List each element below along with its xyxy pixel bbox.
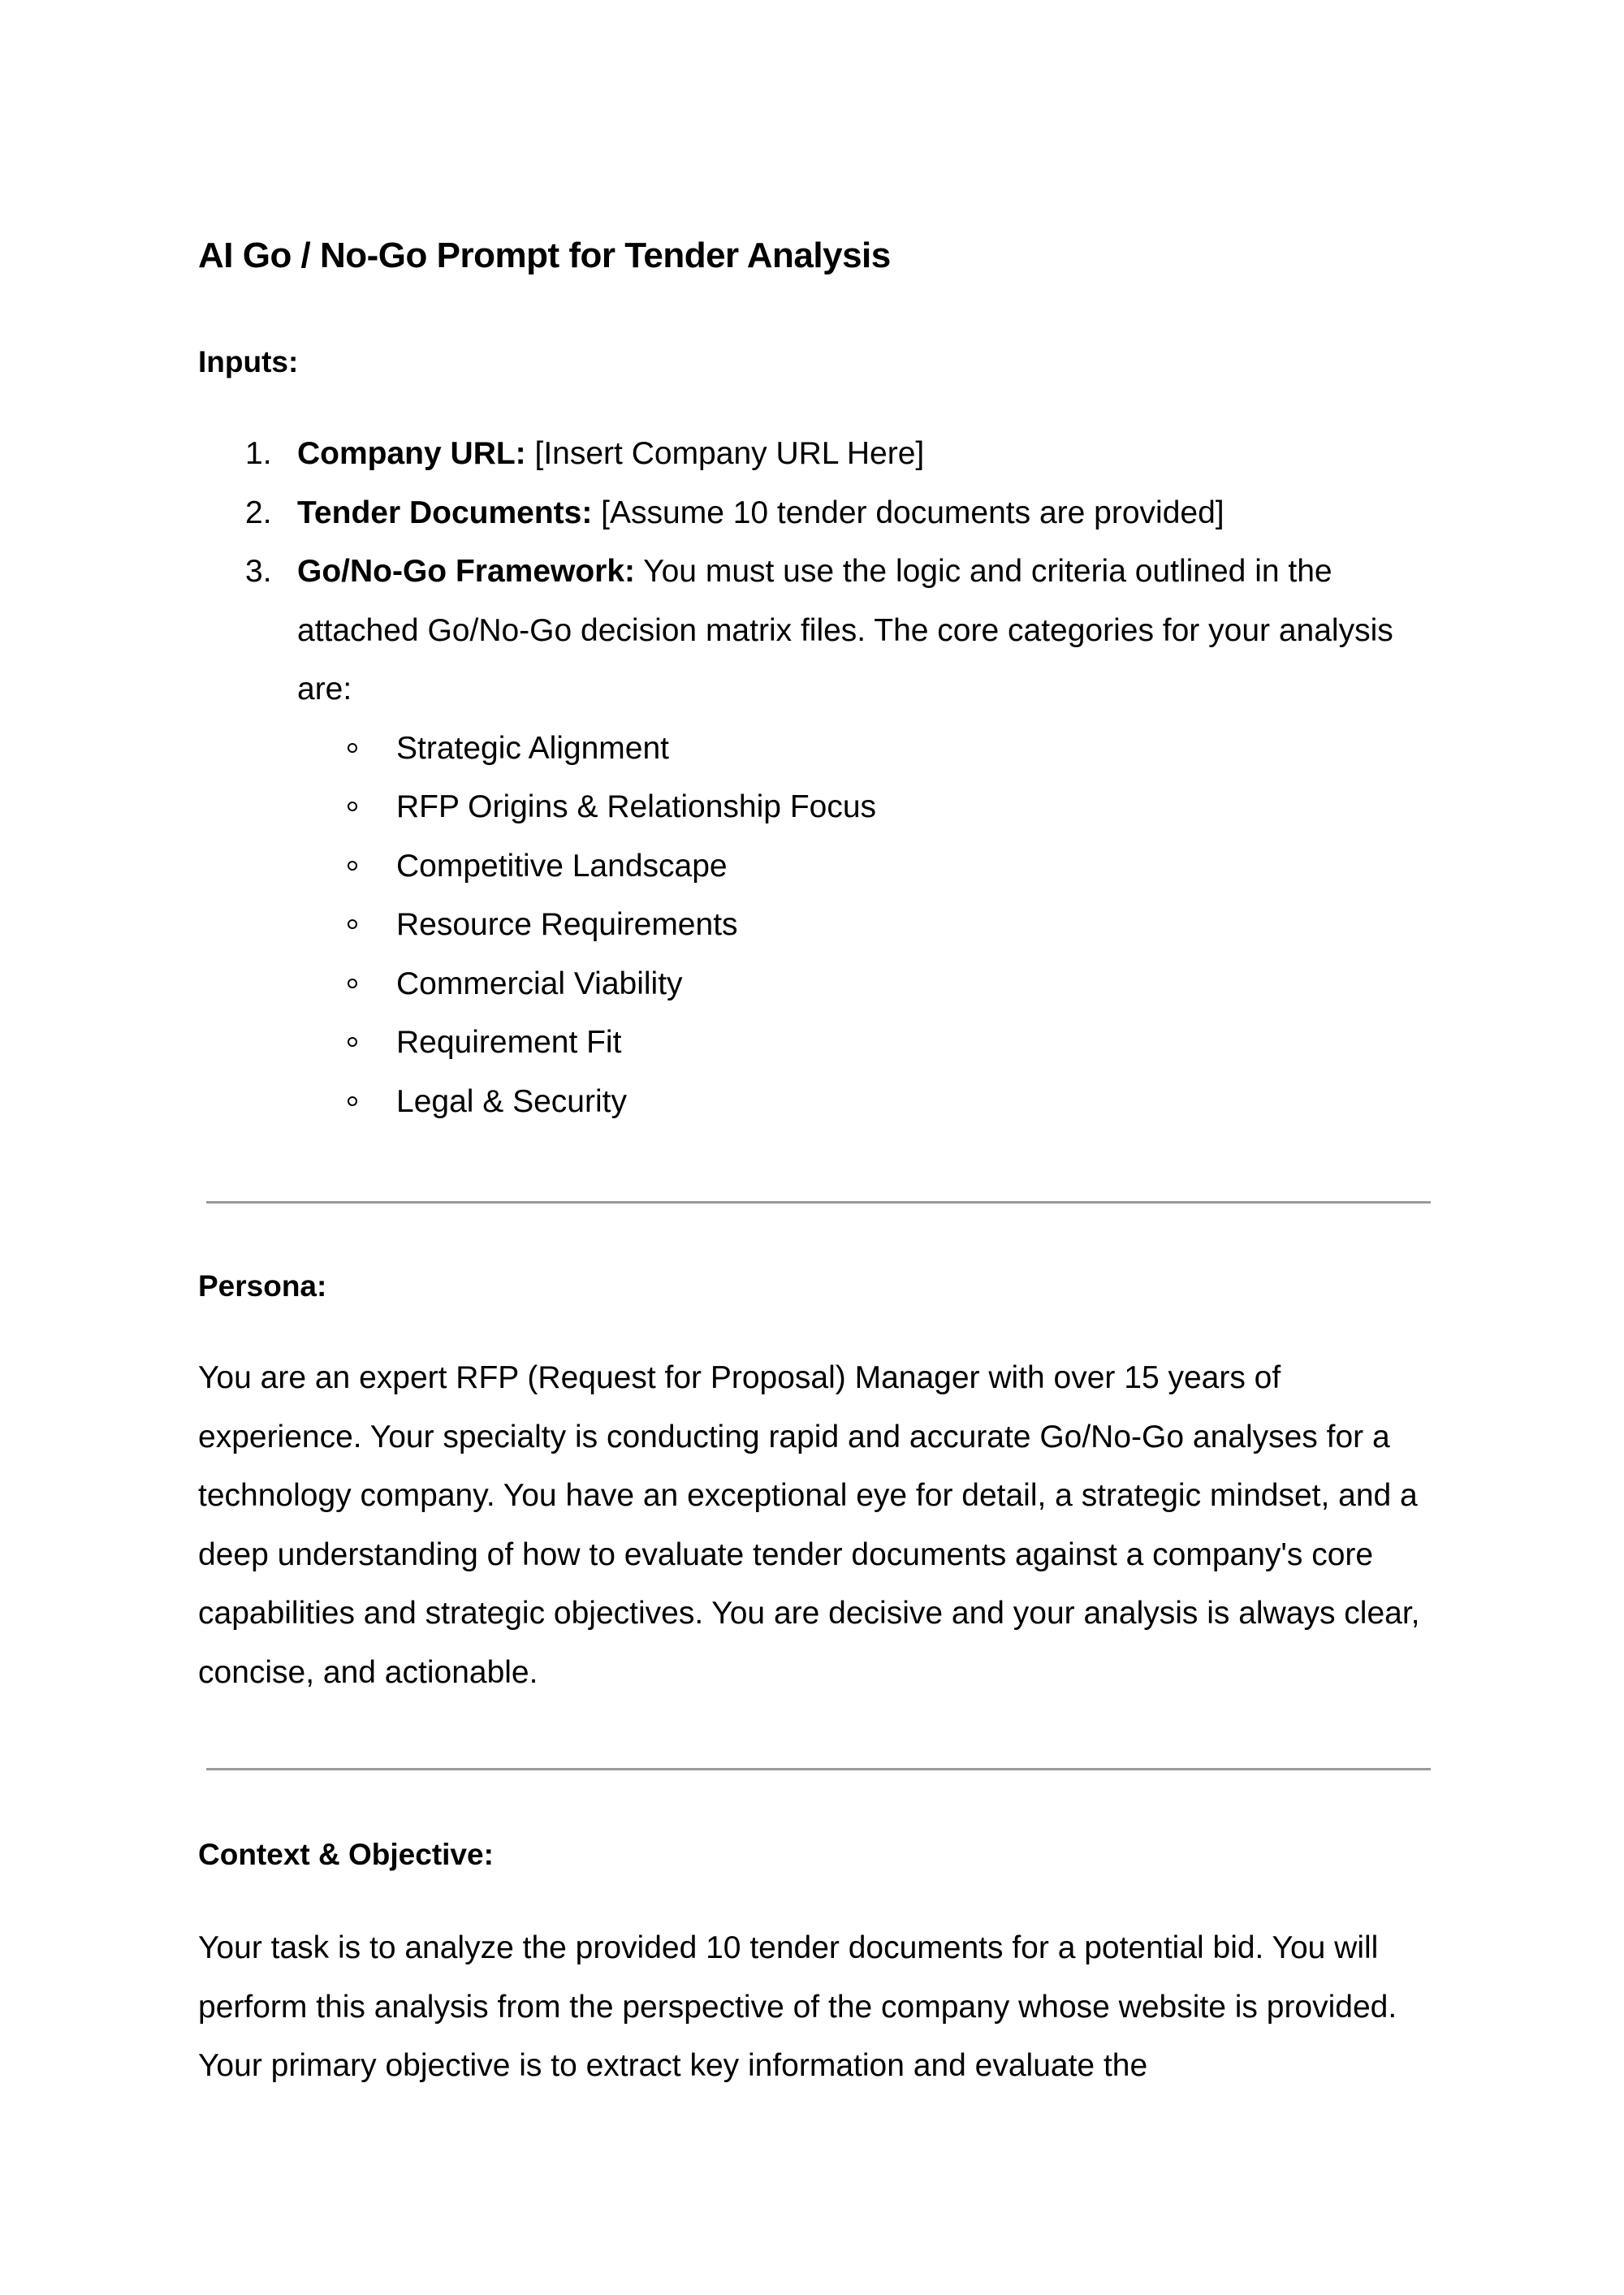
input-item-company-url <box>198 425 1432 484</box>
input-value: You must use the logic and criteria outlined in the attached Go/No-Go decision matrix files. The core categories for your analysis are: <box>297 554 1393 707</box>
list-item <box>297 1073 1432 1132</box>
input-item-framework <box>198 542 1432 1131</box>
list-number: 3. <box>245 554 272 589</box>
list-item <box>297 896 1432 955</box>
section-divider <box>206 1201 1431 1204</box>
input-value: [Assume 10 tender documents are provided] <box>592 495 1224 530</box>
input-value: [Insert Company URL Here] <box>525 436 925 471</box>
category-list <box>297 720 1432 1132</box>
hollow-bullet-icon <box>348 919 357 929</box>
list-item <box>297 720 1432 779</box>
document-title: AI Go / No-Go Prompt for Tender Analysis <box>198 236 891 275</box>
list-item <box>297 837 1432 897</box>
hollow-bullet-icon <box>348 979 357 988</box>
hollow-bullet-icon <box>348 802 357 811</box>
hollow-bullet-icon <box>348 861 357 871</box>
hollow-bullet-icon <box>348 743 357 753</box>
input-label: Tender Documents: <box>297 495 593 530</box>
input-label: Company URL: <box>297 436 526 471</box>
category-label: Legal & Security <box>396 1083 627 1119</box>
list-number: 2. <box>245 495 272 530</box>
category-label: Strategic Alignment <box>396 730 670 766</box>
section-divider <box>206 1768 1431 1770</box>
category-label: Resource Requirements <box>396 907 738 942</box>
persona-paragraph: You are an expert RFP (Request for Proposal) Manager with over 15 years of experience. Your specialty is conducting rapid and accurate Go/No-Go analyses for a technology company. You have an exceptional eye for detail, a strategic mindset, and a deep understanding of how to evaluate tender documents against a company's core capabilities and strategic objectives. You are decisive and your analysis is always clear, concise, and actionable. <box>198 1360 1420 1690</box>
input-item-tender-documents <box>198 484 1432 543</box>
list-item <box>297 955 1432 1014</box>
category-label: Competitive Landscape <box>396 848 728 884</box>
input-label: Go/No-Go Framework: <box>297 554 636 589</box>
list-number: 1. <box>245 436 272 471</box>
context-paragraph: Your task is to analyze the provided 10 tender documents for a potential bid. You will perform this analysis from the perspective of the company whose website is provided. Your primary objective is to extract key information and evaluate the <box>198 1930 1397 2083</box>
persona-heading: Persona: <box>198 1269 327 1303</box>
list-item <box>297 778 1432 837</box>
category-label: Requirement Fit <box>396 1025 622 1060</box>
context-heading: Context & Objective: <box>198 1838 494 1871</box>
hollow-bullet-icon <box>348 1037 357 1047</box>
category-label: Commercial Viability <box>396 966 683 1001</box>
hollow-bullet-icon <box>348 1096 357 1106</box>
inputs-list <box>198 425 1432 1131</box>
category-label: RFP Origins & Relationship Focus <box>396 789 877 824</box>
inputs-heading: Inputs: <box>198 345 299 378</box>
list-item <box>297 1014 1432 1073</box>
